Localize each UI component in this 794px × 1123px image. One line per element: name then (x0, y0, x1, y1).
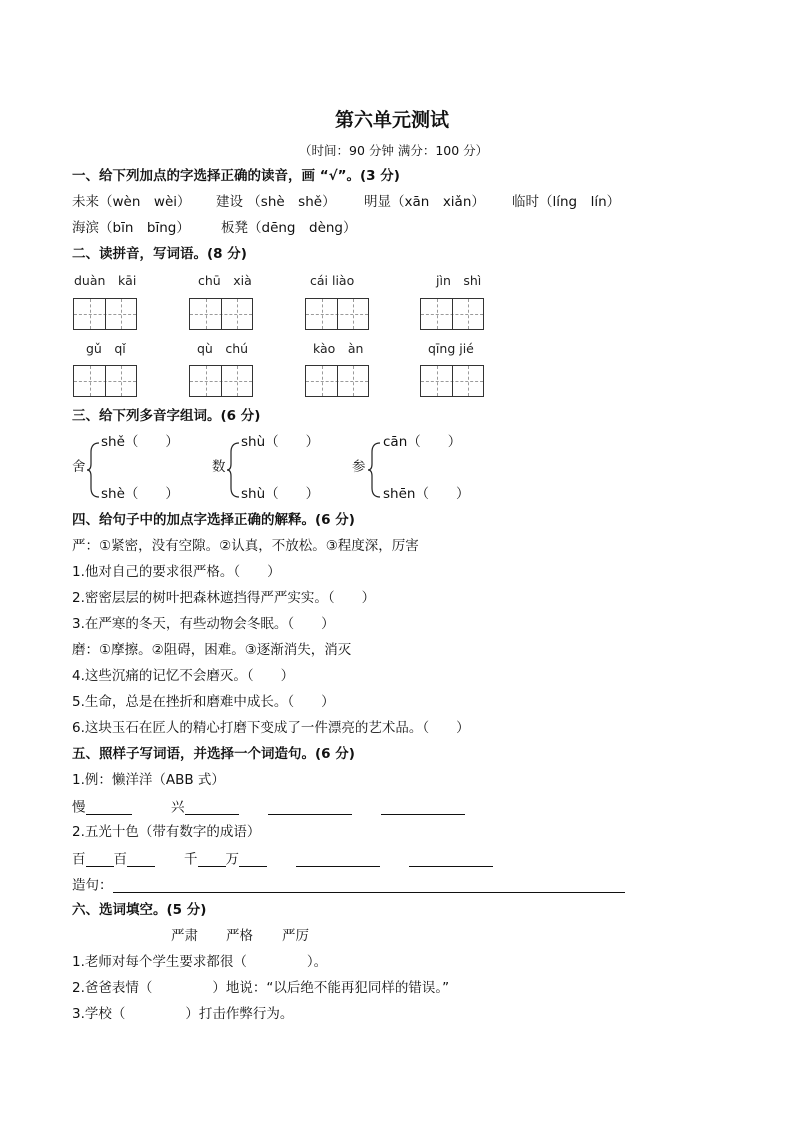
section-3-heading: 三、给下列多音字组词。(6 分) (72, 408, 261, 424)
s1-item-5: 海滨（bīn bīng） (72, 220, 190, 236)
writing-grid[interactable] (189, 298, 253, 330)
pinyin-3: cái liào (310, 273, 355, 288)
section-5-heading: 五、照样子写词语，并选择一个词造句。(6 分) (72, 746, 355, 762)
pinyin-7: kào àn (313, 341, 364, 356)
question-line: 2.密密层层的树叶把森林遮挡得严严实实。（ ） (72, 590, 376, 606)
question-line: 1.他对自己的要求很严格。（ ） (72, 564, 281, 580)
polyphone-reading: shù（ ） (241, 486, 320, 502)
writing-grid[interactable] (305, 298, 369, 330)
s1-item-6: 板凳（dēng dèng） (221, 220, 357, 236)
question-line: 4.这些沉痛的记忆不会磨灭。（ ） (72, 668, 295, 684)
idiom-char: 千 (184, 851, 198, 868)
writing-grid[interactable] (73, 365, 137, 397)
idiom-fill-3 (296, 852, 380, 867)
sentence-text: 2.爸爸表情（ (72, 980, 153, 996)
example-2: 2.五光十色（带有数字的成语） (72, 824, 261, 840)
polyphone-reading: cān（ ） (383, 434, 462, 450)
writing-grid[interactable] (420, 365, 484, 397)
blank[interactable] (239, 852, 267, 867)
s1-item-4: 临时（líng lín） (512, 194, 621, 210)
page-title: 第六单元测试 (335, 109, 450, 131)
fill-line-1 (72, 800, 132, 815)
pinyin-4: jìn shì (436, 273, 482, 288)
question-line: 6.这块玉石在匠人的精心打磨下变成了一件漂亮的艺术品。（ ） (72, 720, 470, 736)
fill-sentence-2 (72, 982, 449, 996)
exam-info: （时间：90 分钟 满分：100 分） (299, 143, 489, 158)
fill-line-4 (381, 800, 465, 815)
section-6-heading: 六、选词填空。(5 分) (72, 902, 207, 918)
idiom-char: 百 (113, 851, 127, 868)
fill-line-3 (268, 800, 352, 815)
idiom-fill-2 (184, 852, 267, 867)
pinyin-6: qù chú (197, 341, 249, 356)
sentence-line (72, 878, 625, 893)
idiom-fill-1 (72, 852, 155, 867)
sentence-text: ）打击作弊行为。 (185, 1006, 294, 1022)
polyphone-reading: shè（ ） (101, 486, 179, 502)
pinyin-1: duàn kāi (74, 273, 137, 288)
word-choice: 严肃 (171, 928, 198, 944)
writing-grid[interactable] (305, 365, 369, 397)
blank[interactable] (127, 852, 155, 867)
sentence-text: 3.学校（ (72, 1006, 126, 1022)
brace-icon (226, 442, 240, 498)
s1-item-2: 建设 （shè shě） (216, 194, 336, 210)
word-choice: 严厉 (282, 928, 309, 944)
brace-icon (367, 442, 381, 498)
word-prefix: 兴 (171, 799, 185, 816)
s1-item-3: 明显（xān xiǎn） (364, 194, 485, 210)
definition-line: 磨：①摩擦。②阻碍，困难。③逐渐消失，消灭 (72, 642, 352, 658)
writing-grid[interactable] (189, 365, 253, 397)
polyphone-reading: shēn（ ） (383, 486, 470, 502)
polyphone-reading: shě（ ） (101, 434, 179, 450)
pinyin-5: gǔ qǐ (86, 341, 126, 356)
blank[interactable] (268, 800, 352, 815)
sentence-text: ）。 (306, 954, 328, 970)
fill-sentence-3 (72, 1008, 293, 1022)
section-1-heading: 一、给下列加点的字选择正确的读音，画 “√”。(3 分) (72, 168, 400, 184)
section-4-heading: 四、给句子中的加点字选择正确的解释。(6 分) (72, 512, 355, 528)
polyphone-char: 参 (352, 459, 366, 475)
polyphone-reading: shù（ ） (241, 434, 320, 450)
sentence-text: ）地说：“以后绝不能再犯同样的错误。” (212, 980, 450, 996)
word-prefix: 慢 (72, 799, 86, 816)
sentence-blank[interactable] (113, 878, 625, 893)
example-1: 1.例：懒洋洋（ABB 式） (72, 772, 225, 788)
blank[interactable] (185, 800, 239, 815)
idiom-fill-4 (409, 852, 493, 867)
word-choice: 严格 (226, 928, 253, 944)
idiom-char: 万 (225, 851, 239, 868)
fill-line-2 (171, 800, 239, 815)
zaoju-label: 造句： (72, 877, 113, 894)
brace-icon (86, 442, 100, 498)
polyphone-char: 数 (212, 459, 226, 475)
fill-sentence-1 (72, 956, 327, 970)
s1-item-1: 未来（wèn wèi） (72, 194, 191, 210)
sentence-text: 1.老师对每个学生要求都很（ (72, 954, 247, 970)
blank[interactable] (381, 800, 465, 815)
definition-line: 严：①紧密，没有空隙。②认真，不放松。③程度深，厉害 (72, 538, 419, 554)
polyphone-char: 舍 (72, 459, 86, 475)
question-line: 3.在严寒的冬天，有些动物会冬眠。（ ） (72, 616, 335, 632)
question-line: 5.生命，总是在挫折和磨难中成长。（ ） (72, 694, 335, 710)
section-2-heading: 二、读拼音，写词语。(8 分) (72, 246, 247, 262)
idiom-char: 百 (72, 851, 86, 868)
writing-grid[interactable] (420, 298, 484, 330)
pinyin-8: qīng jié (428, 341, 474, 356)
blank[interactable] (296, 852, 380, 867)
blank[interactable] (86, 852, 114, 867)
pinyin-2: chū xià (198, 273, 252, 288)
blank[interactable] (86, 800, 132, 815)
blank[interactable] (198, 852, 226, 867)
blank[interactable] (409, 852, 493, 867)
writing-grid[interactable] (73, 298, 137, 330)
